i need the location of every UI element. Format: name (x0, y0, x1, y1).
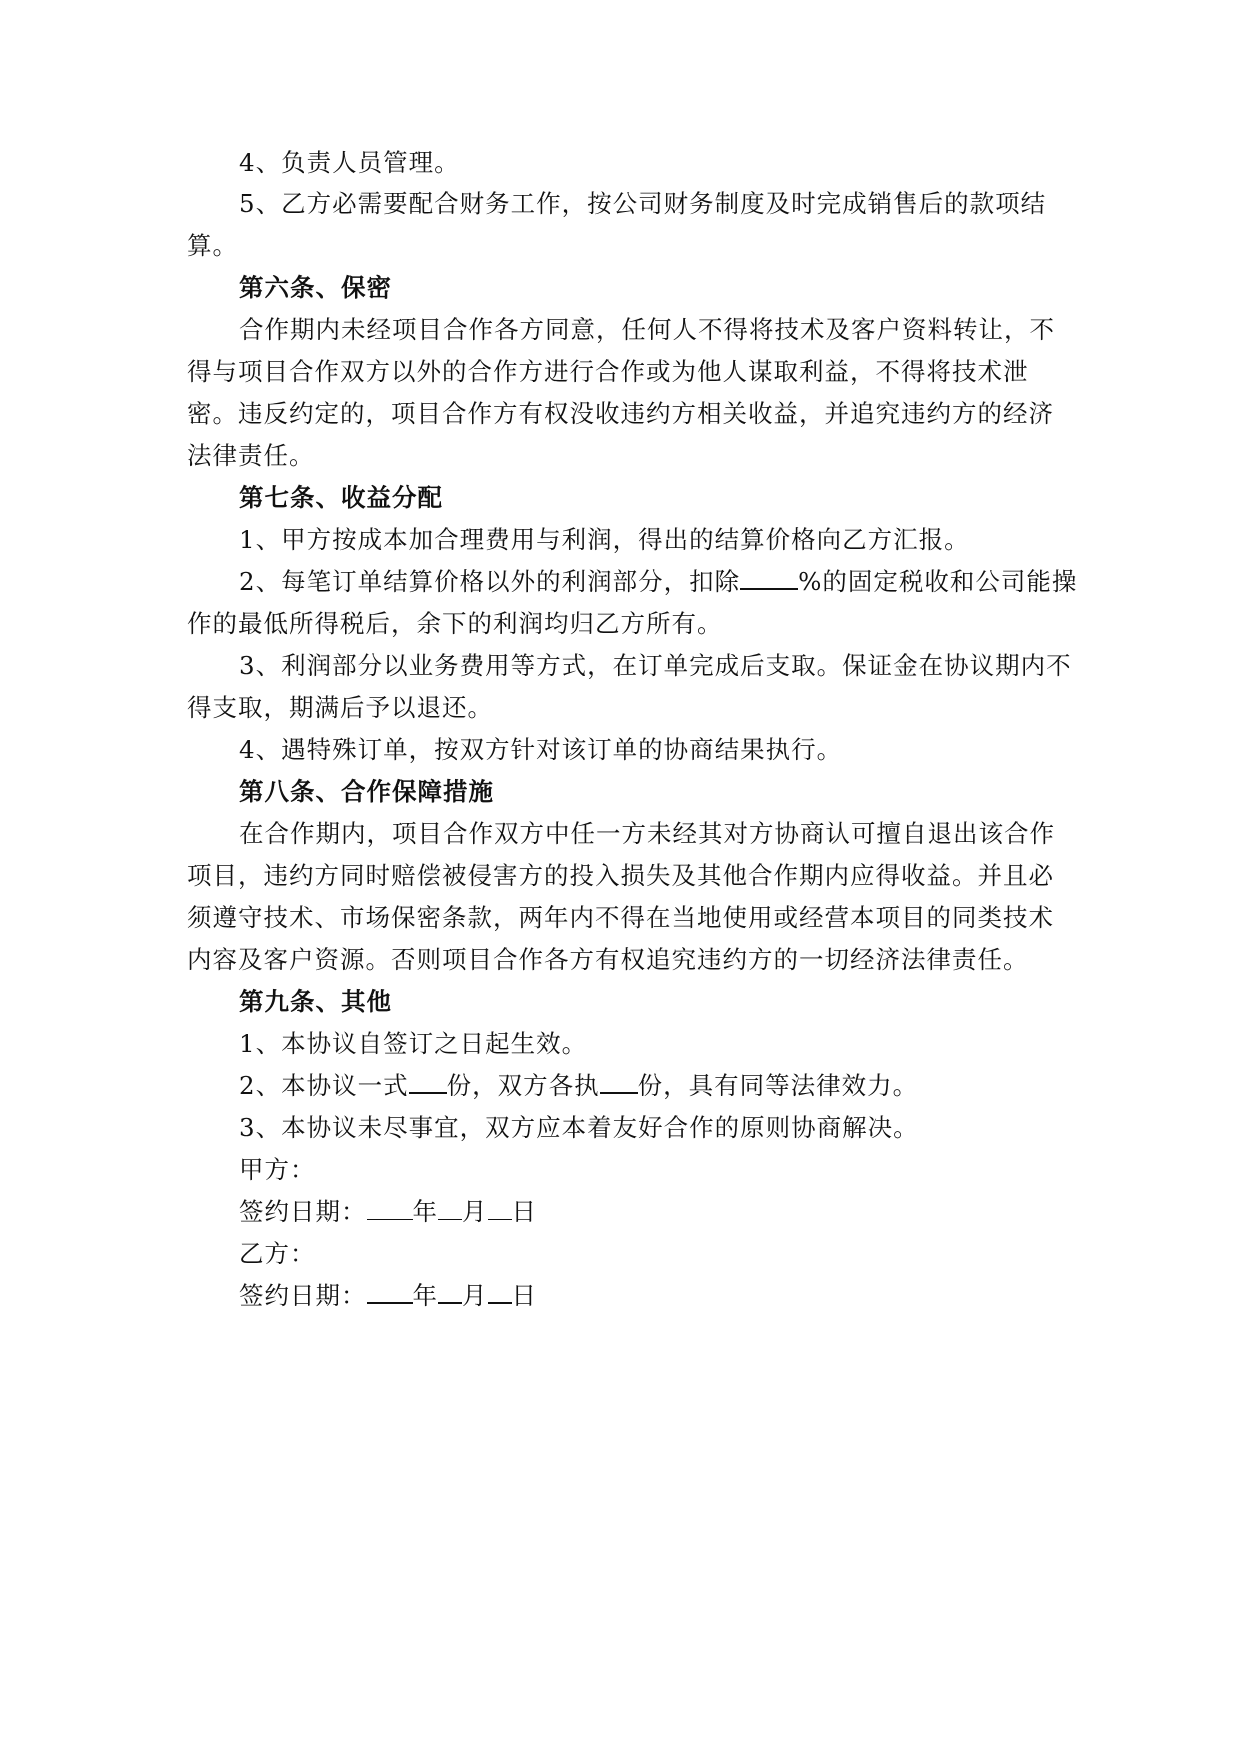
copies-clause-part1: 2、本协议一式 (239, 1071, 409, 1100)
day-blank (488, 1197, 512, 1220)
day-label: 日 (511, 1281, 537, 1310)
section-9-item-1: 1、本协议自签订之日起生效。 (239, 1029, 588, 1058)
each-party-copies-blank (600, 1070, 638, 1094)
profit-clause-after: %的固定税收和公司能操 (798, 567, 1078, 596)
party-a-label: 甲方： (239, 1155, 316, 1184)
year-blank (367, 1197, 413, 1220)
item-5-finance: 5、乙方必需要配合财务工作，按公司财务制度及时完成销售后的款项结 (239, 189, 1047, 218)
section-6-text: 法律责任。 (187, 441, 315, 470)
party-b-label: 乙方： (239, 1239, 316, 1268)
party-a-sign-date (239, 1195, 537, 1229)
year-label: 年 (412, 1197, 438, 1226)
section-7-item-1: 1、甲方按成本加合理费用与利润，得出的结算价格向乙方汇报。 (239, 525, 970, 554)
section-9-heading: 第九条、其他 (239, 987, 392, 1016)
year-label: 年 (412, 1281, 438, 1310)
section-7-item-2 (239, 565, 1077, 599)
party-b-sign-date (239, 1279, 537, 1313)
section-6-text: 密。违反约定的，项目合作方有权没收违约方相关收益，并追究违约方的经济 (187, 399, 1054, 428)
day-blank (488, 1280, 512, 1304)
section-9-item-2 (239, 1069, 918, 1103)
month-label: 月 (462, 1197, 488, 1226)
section-7-heading: 第七条、收益分配 (239, 483, 443, 512)
total-copies-blank (409, 1070, 447, 1094)
month-blank (438, 1197, 462, 1220)
section-6-heading: 第六条、保密 (239, 273, 392, 302)
day-label: 日 (511, 1197, 537, 1226)
section-8-text: 在合作期内，项目合作双方中任一方未经其对方协商认可擅自退出该合作 (239, 819, 1055, 848)
section-6-text: 得与项目合作双方以外的合作方进行合作或为他人谋取利益，不得将技术泄 (187, 357, 1029, 386)
section-8-text: 须遵守技术、市场保密条款，两年内不得在当地使用或经营本项目的同类技术 (187, 903, 1054, 932)
section-9-item-3: 3、本协议未尽事宜，双方应本着友好合作的原则协商解决。 (239, 1113, 919, 1142)
copies-clause-part2: 份，双方各执 (446, 1071, 600, 1100)
section-8-text: 项目，违约方同时赔偿被侵害方的投入损失及其他合作期内应得收益。并且必 (187, 861, 1054, 890)
year-blank (367, 1280, 413, 1304)
section-8-heading: 第八条、合作保障措施 (239, 777, 494, 806)
month-blank (438, 1280, 462, 1304)
section-7-item-2-cont: 作的最低所得税后，余下的利润均归乙方所有。 (187, 609, 723, 638)
section-6-text: 合作期内未经项目合作各方同意，任何人不得将技术及客户资料转让，不 (239, 315, 1055, 344)
tax-percent-blank (740, 566, 798, 590)
item-5-finance-cont: 算。 (187, 231, 238, 260)
section-7-item-3: 3、利润部分以业务费用等方式，在订单完成后支取。保证金在协议期内不 (239, 651, 1072, 680)
profit-clause-before: 2、每笔订单结算价格以外的利润部分，扣除 (239, 567, 741, 596)
section-8-text: 内容及客户资源。否则项目合作各方有权追究违约方的一切经济法律责任。 (187, 945, 1029, 974)
section-7-item-4: 4、遇特殊订单，按双方针对该订单的协商结果执行。 (239, 735, 843, 764)
sign-date-label: 签约日期： (239, 1281, 367, 1310)
item-4-personnel: 4、负责人员管理。 (239, 148, 460, 177)
copies-clause-part3: 份，具有同等法律效力。 (637, 1071, 919, 1100)
month-label: 月 (462, 1281, 488, 1310)
sign-date-label: 签约日期： (239, 1197, 367, 1226)
section-7-item-3-cont: 得支取，期满后予以退还。 (187, 693, 493, 722)
